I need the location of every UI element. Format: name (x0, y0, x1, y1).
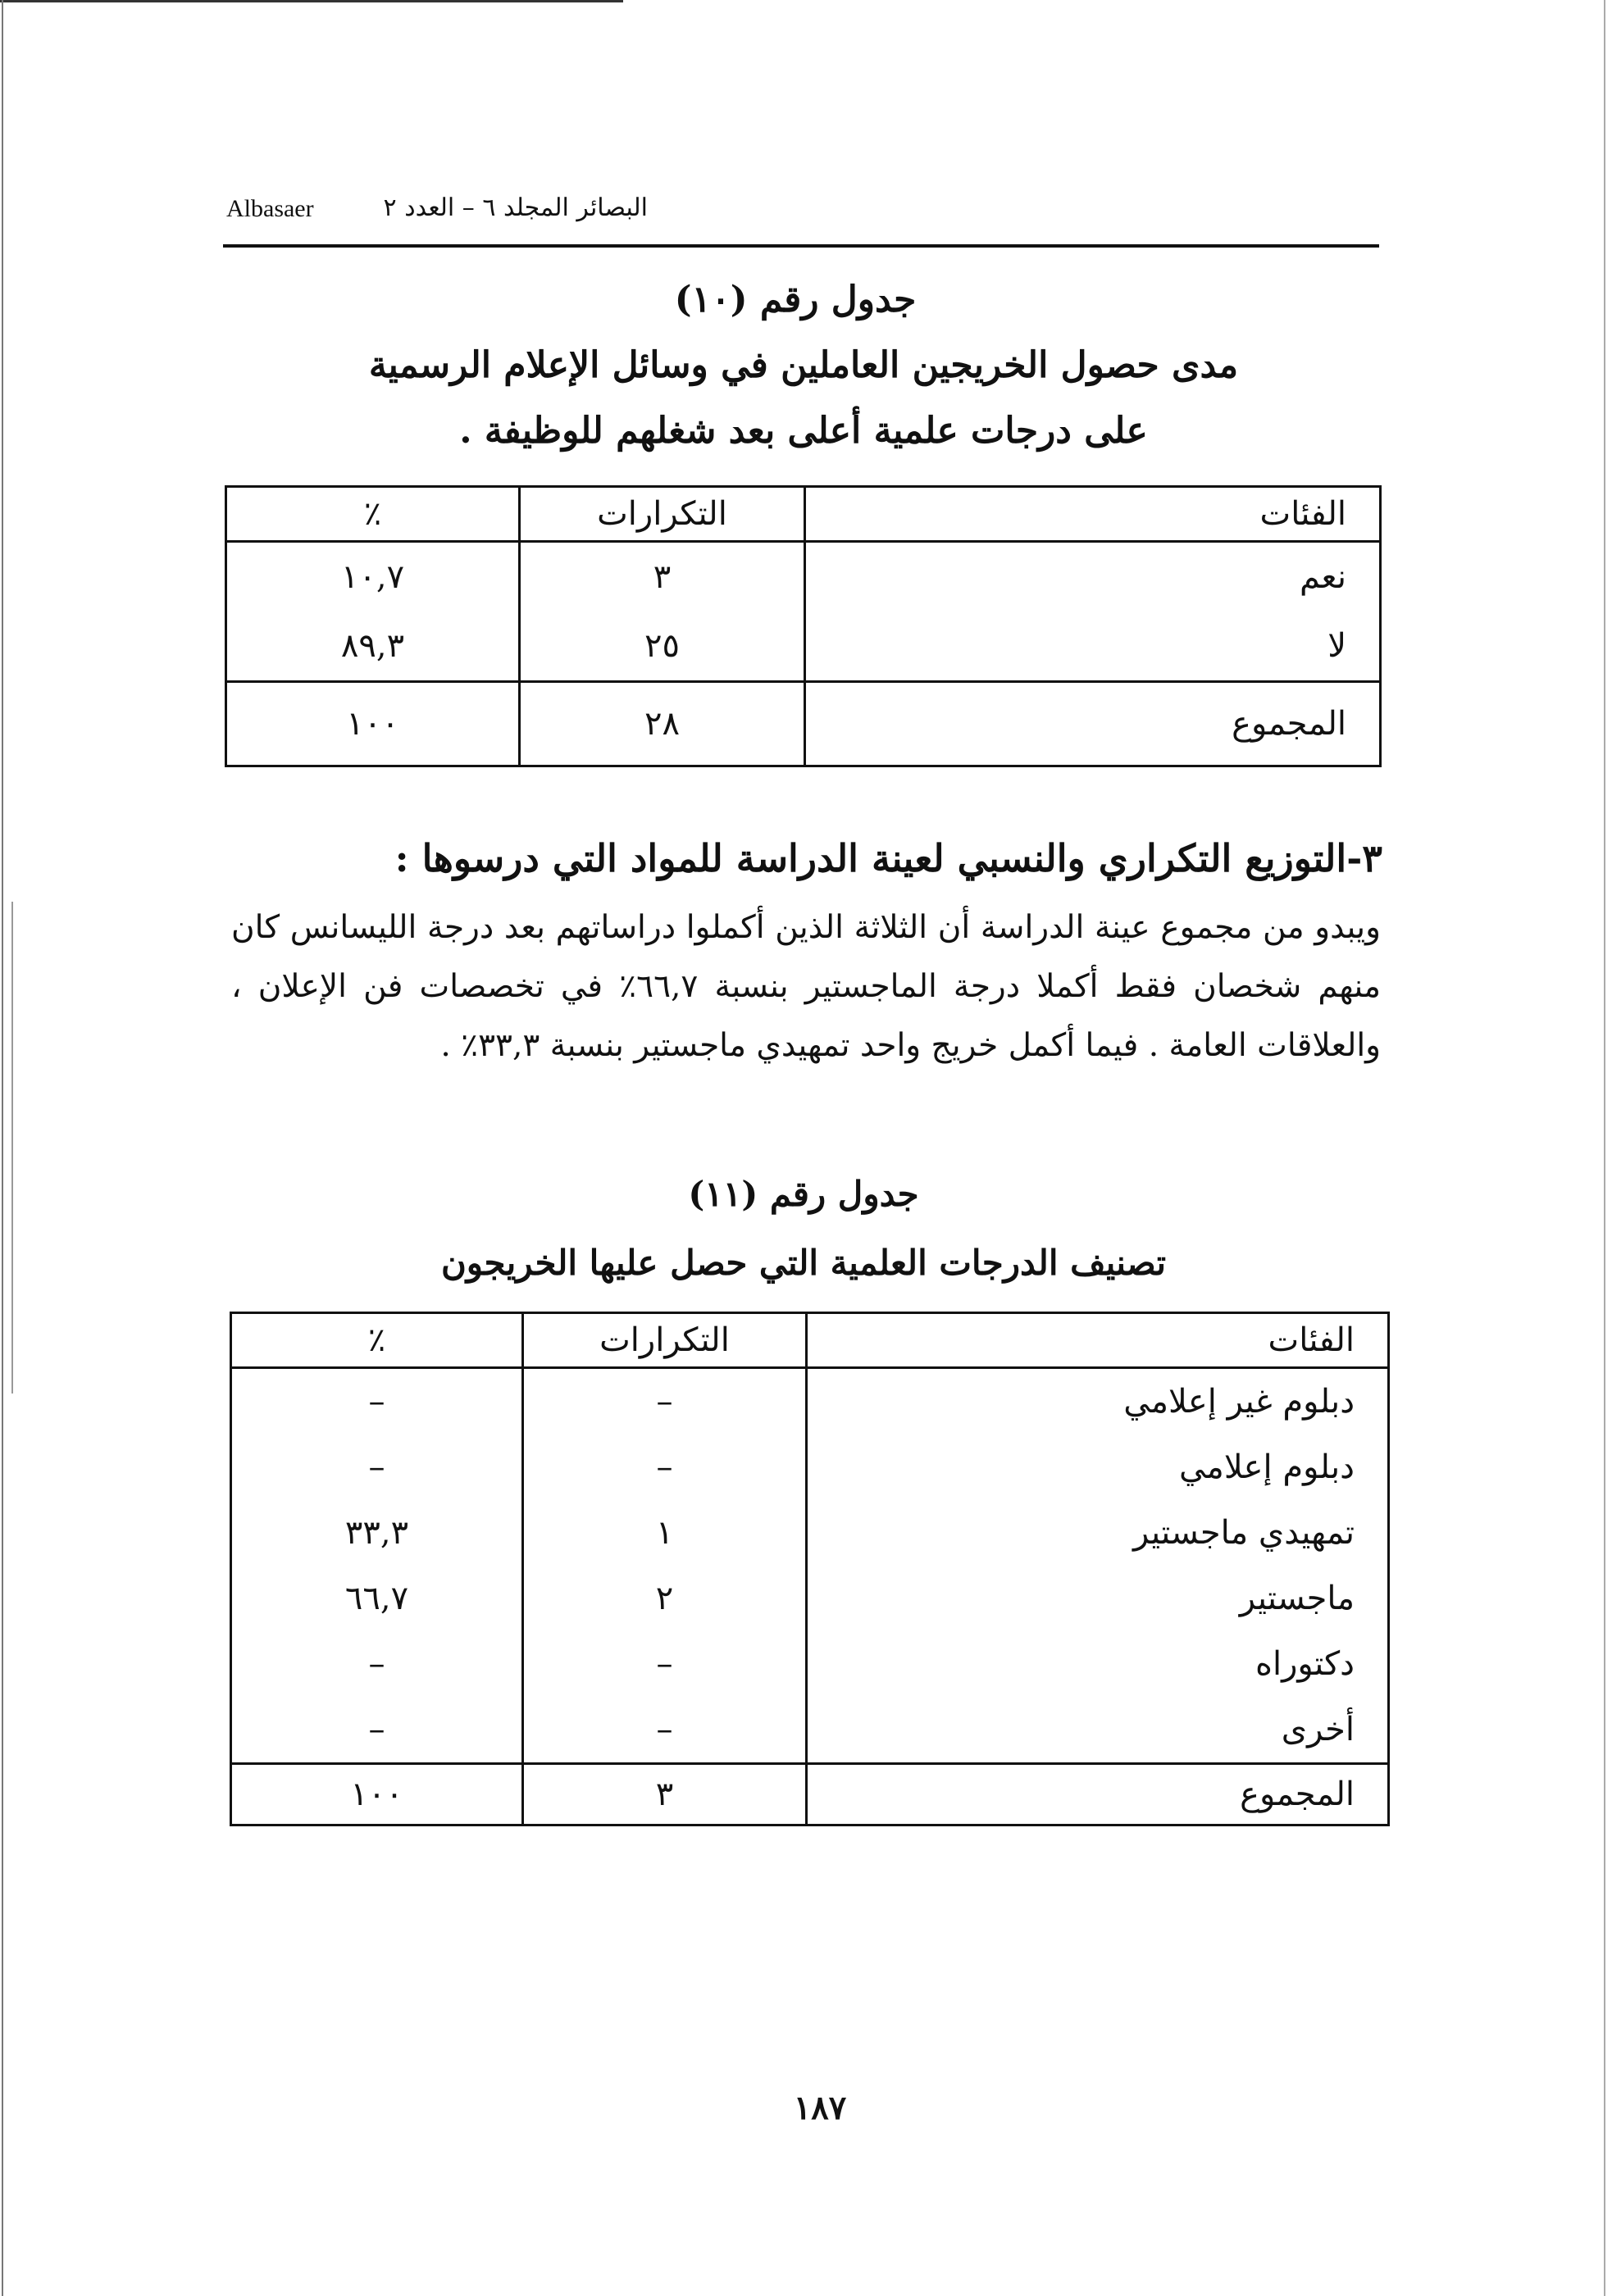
table11-total-percent: ١٠٠ (231, 1764, 523, 1825)
table10-title-line2: على درجات علمية أعلى بعد شغلهم للوظيفة . (459, 410, 1148, 452)
header-journal-arabic: البصائر المجلد ٦ – العدد ٢ (383, 193, 648, 222)
running-header (223, 185, 1379, 234)
table11-row (231, 1566, 1389, 1631)
scan-edge-left-inner (11, 902, 13, 1394)
table10-row (226, 612, 1381, 682)
table11-header-percent: ٪ (231, 1313, 523, 1368)
table11-cell-count: – (523, 1434, 807, 1500)
table10-total-count: ٢٨ (520, 682, 805, 766)
table10-row (226, 542, 1381, 612)
table10-title-line1: مدى حصول الخريجين العاملين في وسائل الإعلام الرسمية (368, 344, 1239, 386)
table11-cell-category: دكتوراه (807, 1631, 1389, 1697)
table11-cell-category: دبلوم غير إعلامي (807, 1368, 1389, 1435)
section-paragraph: ويبدو من مجموع عينة الدراسة أن الثلاثة الذين أكملوا دراساتهم بعد درجة الليسانس كان منهم شخصان فقط أكملا درجة الماجستير بنسبة ٦٦,٧٪ في تخصصات فن الإعلان ، والعلاقات العامة . فيما أكمل خريج واحد تمهيدي ماجستير بنسبة ٣٣,٣٪ . (231, 909, 1381, 1064)
header-journal-latin: Albasaer (226, 195, 314, 222)
table11-row (231, 1697, 1389, 1764)
table10-header-category: الفئات (805, 487, 1381, 542)
table11-row (231, 1434, 1389, 1500)
table10-cell-percent: ٨٩,٣ (226, 612, 520, 682)
table11-cell-percent: – (231, 1368, 523, 1435)
table11-cell-category: تمهيدي ماجستير (807, 1500, 1389, 1566)
table10-total-row (226, 682, 1381, 766)
table11-caption: جدول رقم (١١) (688, 1174, 919, 1214)
table10 (225, 485, 1382, 767)
scan-edge-left (2, 0, 3, 2296)
table11-total-row (231, 1764, 1389, 1825)
table11-title: تصنيف الدرجات العلمية التي حصل عليها الخريجون (440, 1243, 1167, 1283)
table11 (230, 1312, 1390, 1826)
table10-total-category: المجموع (805, 682, 1381, 766)
scan-edge-right (1604, 0, 1605, 2296)
page-number: ١٨٧ (793, 2089, 847, 2127)
table11-header-category: الفئات (807, 1313, 1389, 1368)
table11-cell-category: ماجستير (807, 1566, 1389, 1631)
table10-header-row (226, 487, 1381, 542)
table11-cell-percent: – (231, 1434, 523, 1500)
table11-row (231, 1631, 1389, 1697)
header-rule (223, 244, 1379, 248)
table11-header-count: التكرارات (523, 1313, 807, 1368)
table11-row (231, 1368, 1389, 1435)
table11-total-count: ٣ (523, 1764, 807, 1825)
table11-cell-count: ١ (523, 1500, 807, 1566)
table11-cell-percent: – (231, 1631, 523, 1697)
table10-cell-count: ٢٥ (520, 612, 805, 682)
table10-cell-count: ٣ (520, 542, 805, 612)
table10-total-percent: ١٠٠ (226, 682, 520, 766)
table10-header-percent: ٪ (226, 487, 520, 542)
table11-cell-category: دبلوم إعلامي (807, 1434, 1389, 1500)
table11-cell-count: ٢ (523, 1566, 807, 1631)
table11-cell-percent: ٦٦,٧ (231, 1566, 523, 1631)
table10-caption: جدول رقم (١٠) (674, 279, 917, 321)
table10-cell-category: لا (805, 612, 1381, 682)
table11-cell-count: – (523, 1631, 807, 1697)
table10-header-count: التكرارات (520, 487, 805, 542)
table11-total-category: المجموع (807, 1764, 1389, 1825)
table11-cell-count: – (523, 1368, 807, 1435)
table11-cell-percent: ٣٣,٣ (231, 1500, 523, 1566)
table11-cell-category: أخرى (807, 1697, 1389, 1764)
scan-edge-top (0, 0, 623, 2)
table11-header-row (231, 1313, 1389, 1368)
table10-cell-percent: ١٠,٧ (226, 542, 520, 612)
table11-cell-percent: – (231, 1697, 523, 1764)
table11-row (231, 1500, 1389, 1566)
table11-cell-count: – (523, 1697, 807, 1764)
table10-cell-category: نعم (805, 542, 1381, 612)
section-heading: ٣-التوزيع التكراري والنسبي لعينة الدراسة للمواد التي درسوها : (394, 836, 1382, 880)
